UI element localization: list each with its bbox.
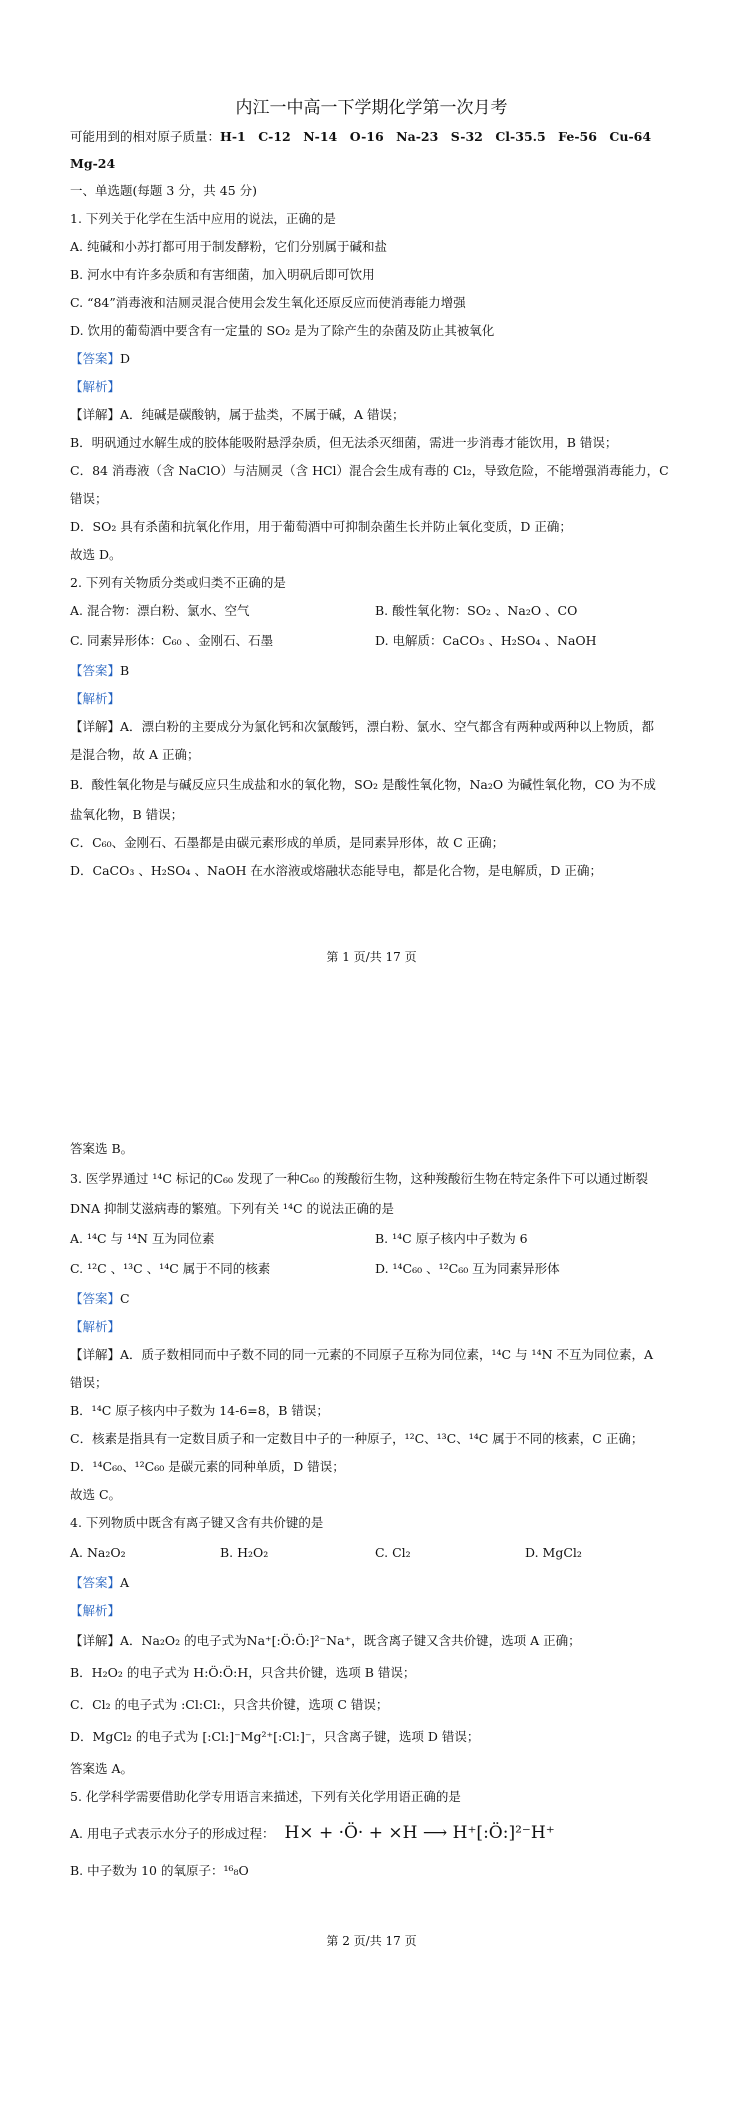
section-heading: 一、单选题(每题 3 分，共 45 分) [70,183,258,198]
q1-detail-3b: 错误； [70,491,108,506]
q2-option-b: B. 酸性氧化物：SO₂ 、Na₂O 、CO [375,603,578,618]
page-footer: 第 2 页/共 17 页 [326,1934,417,1948]
q3-stem: 3. 医学界通过 ¹⁴C 标记的C₆₀ 发现了一种C₆₀ 的羧酸衍生物，这种羧酸衍生物在特定条件下可以通过断裂 [70,1171,649,1186]
q2-answer [70,662,703,680]
answer-label: 【答案】 [70,663,121,678]
q4-option-a: A. Na₂O₂ [70,1545,126,1560]
q3-detail-1: 【详解】A．质子数相同而中子数不同的同一元素的不同原子互称为同位素，¹⁴C 与 ¹⁴N 不互为同位素，A [70,1347,654,1362]
q2-analysis-label: 【解析】 [70,691,121,706]
q2-conclusion: 答案选 B。 [70,1141,134,1156]
q3-option-a: A. ¹⁴C 与 ¹⁴N 互为同位素 [70,1231,215,1246]
q1-option-a: A. 纯碱和小苏打都可用于制发酵粉，它们分别属于碱和盐 [70,239,387,254]
q3-option-d: D. ¹⁴C₆₀ 、¹²C₆₀ 互为同素异形体 [375,1261,560,1276]
q5-option-b: B. 中子数为 10 的氧原子：¹⁶₈O [70,1863,249,1878]
q5-option-a-label: A. 用电子式表示水分子的形成过程： [70,1826,275,1841]
q3-conclusion: 故选 C。 [70,1487,122,1502]
q4-stem: 4. 下列物质中既含有离子键又含有共价键的是 [70,1515,324,1530]
q4-detail-2: B．H₂O₂ 的电子式为 H:Ö:Ö:H，只含共价键，选项 B 错误； [70,1665,416,1680]
q1-option-c: C. “84”消毒液和洁厕灵混合使用会发生氧化还原反应而使消毒能力增强 [70,295,466,310]
q1-option-d: D. 饮用的葡萄酒中要含有一定量的 SO₂ 是为了除产生的杂菌及防止其被氧化 [70,323,495,338]
q3-analysis-label: 【解析】 [70,1319,121,1334]
exam-title: 内江一中高一下学期化学第一次月考 [235,98,508,118]
answer-value: B [120,663,130,678]
atomic-masses-continued: Mg-24 [70,156,116,171]
answer-label: 【答案】 [70,1291,121,1306]
q1-detail-3: C．84 消毒液（含 NaClO）与洁厕灵（含 HCl）混合会生成有毒的 Cl₂，导致危险，不能增强消毒能力，C [70,463,669,478]
q4-detail-3: C．Cl₂ 的电子式为 :Cl:Cl:，只含共价键，选项 C 错误； [70,1697,389,1712]
q2-option-a: A. 混合物：漂白粉、氯水、空气 [70,603,250,618]
q1-detail-4: D．SO₂ 具有杀菌和抗氧化作用，用于葡萄酒中可抑制杂菌生长并防止氧化变质，D 正确； [70,519,572,534]
q5-option-a [70,1824,703,1843]
q1-conclusion: 故选 D。 [70,547,122,562]
q3-detail-3: C．核素是指具有一定数目质子和一定数目中子的一种原子，¹²C、¹³C、¹⁴C 属于不同的核素，C 正确； [70,1431,644,1446]
q4-detail-4: D．MgCl₂ 的电子式为 [:Cl:]⁻Mg²⁺[:Cl:]⁻，只含离子键，选项 D 错误； [70,1729,480,1744]
q1-answer [70,350,703,368]
q4-option-c: C. Cl₂ [375,1545,411,1560]
q4-option-b: B. H₂O₂ [220,1545,269,1560]
water-formation-formula: H× + ·Ö· + ×H ⟶ H⁺[:Ö:]²⁻H⁺ [284,1823,555,1843]
q1-stem: 1. 下列关于化学在生活中应用的说法，正确的是 [70,211,336,226]
q3-detail-4: D．¹⁴C₆₀、¹²C₆₀ 是碳元素的同种单质，D 错误； [70,1459,345,1474]
atomic-masses-values: H-1 C-12 N-14 O-16 Na-23 S-32 Cl-35.5 Fe-56 Cu-64 [220,129,652,144]
atomic-masses-line [70,128,703,146]
q1-analysis-label: 【解析】 [70,379,121,394]
q2-detail-2: B．酸性氧化物是与碱反应只生成盐和水的氧化物，SO₂ 是酸性氧化物，Na₂O 为碱性氧化物，CO 为不成 [70,777,656,792]
q4-option-d: D. MgCl₂ [525,1545,582,1560]
q1-detail-2: B．明矾通过水解生成的胶体能吸附悬浮杂质，但无法杀灭细菌，需进一步消毒才能饮用，B 错误； [70,435,618,450]
page-2 [0,1130,743,2104]
q4-conclusion: 答案选 A。 [70,1761,134,1776]
q2-detail-3: C．C₆₀、金刚石、石墨都是由碳元素形成的单质，是同素异形体，故 C 正确； [70,835,505,850]
answer-label: 【答案】 [70,1575,121,1590]
q2-detail-4: D．CaCO₃ 、H₂SO₄ 、NaOH 在水溶液或熔融状态能导电，都是化合物，是电解质，D 正确； [70,863,603,878]
atomic-masses-label: 可能用到的相对原子质量： [70,129,221,144]
q3-detail-2: B．¹⁴C 原子核内中子数为 14-6=8，B 错误； [70,1403,329,1418]
q2-detail-2b: 盐氧化物，B 错误； [70,807,184,822]
answer-label: 【答案】 [70,351,121,366]
q4-answer [70,1574,703,1592]
q3-answer [70,1290,703,1308]
q2-detail-1: 【详解】A．漂白粉的主要成分为氯化钙和次氯酸钙，漂白粉、氯水、空气都含有两种或两种以上物质，都 [70,719,655,734]
q2-stem: 2. 下列有关物质分类或归类不正确的是 [70,575,286,590]
page-1 [0,0,743,1000]
answer-value: D [120,351,131,366]
q1-detail-1: 【详解】A．纯碱是碳酸钠，属于盐类，不属于碱，A 错误； [70,407,405,422]
q2-option-d: D. 电解质：CaCO₃ 、H₂SO₄ 、NaOH [375,633,597,648]
q2-detail-1b: 是混合物，故 A 正确； [70,747,200,762]
q5-stem: 5. 化学科学需要借助化学专用语言来描述，下列有关化学用语正确的是 [70,1789,461,1804]
q2-option-c: C. 同素异形体：C₆₀ 、金刚石、石墨 [70,633,274,648]
q3-option-c: C. ¹²C 、¹³C 、¹⁴C 属于不同的核素 [70,1261,271,1276]
q3-option-b: B. ¹⁴C 原子核内中子数为 6 [375,1231,528,1246]
answer-value: C [120,1291,130,1306]
q1-option-b: B. 河水中有许多杂质和有害细菌，加入明矾后即可饮用 [70,267,375,282]
answer-value: A [120,1575,130,1590]
page-footer: 第 1 页/共 17 页 [326,950,417,964]
q3-detail-1b: 错误； [70,1375,108,1390]
q4-analysis-label: 【解析】 [70,1603,121,1618]
q4-detail-1: 【详解】A．Na₂O₂ 的电子式为Na⁺[:Ö:Ö:]²⁻Na⁺，既含离子键又含共价键，选项 A 正确； [70,1633,581,1648]
q3-stem-2: DNA 抑制艾滋病毒的繁殖。下列有关 ¹⁴C 的说法正确的是 [70,1201,394,1216]
